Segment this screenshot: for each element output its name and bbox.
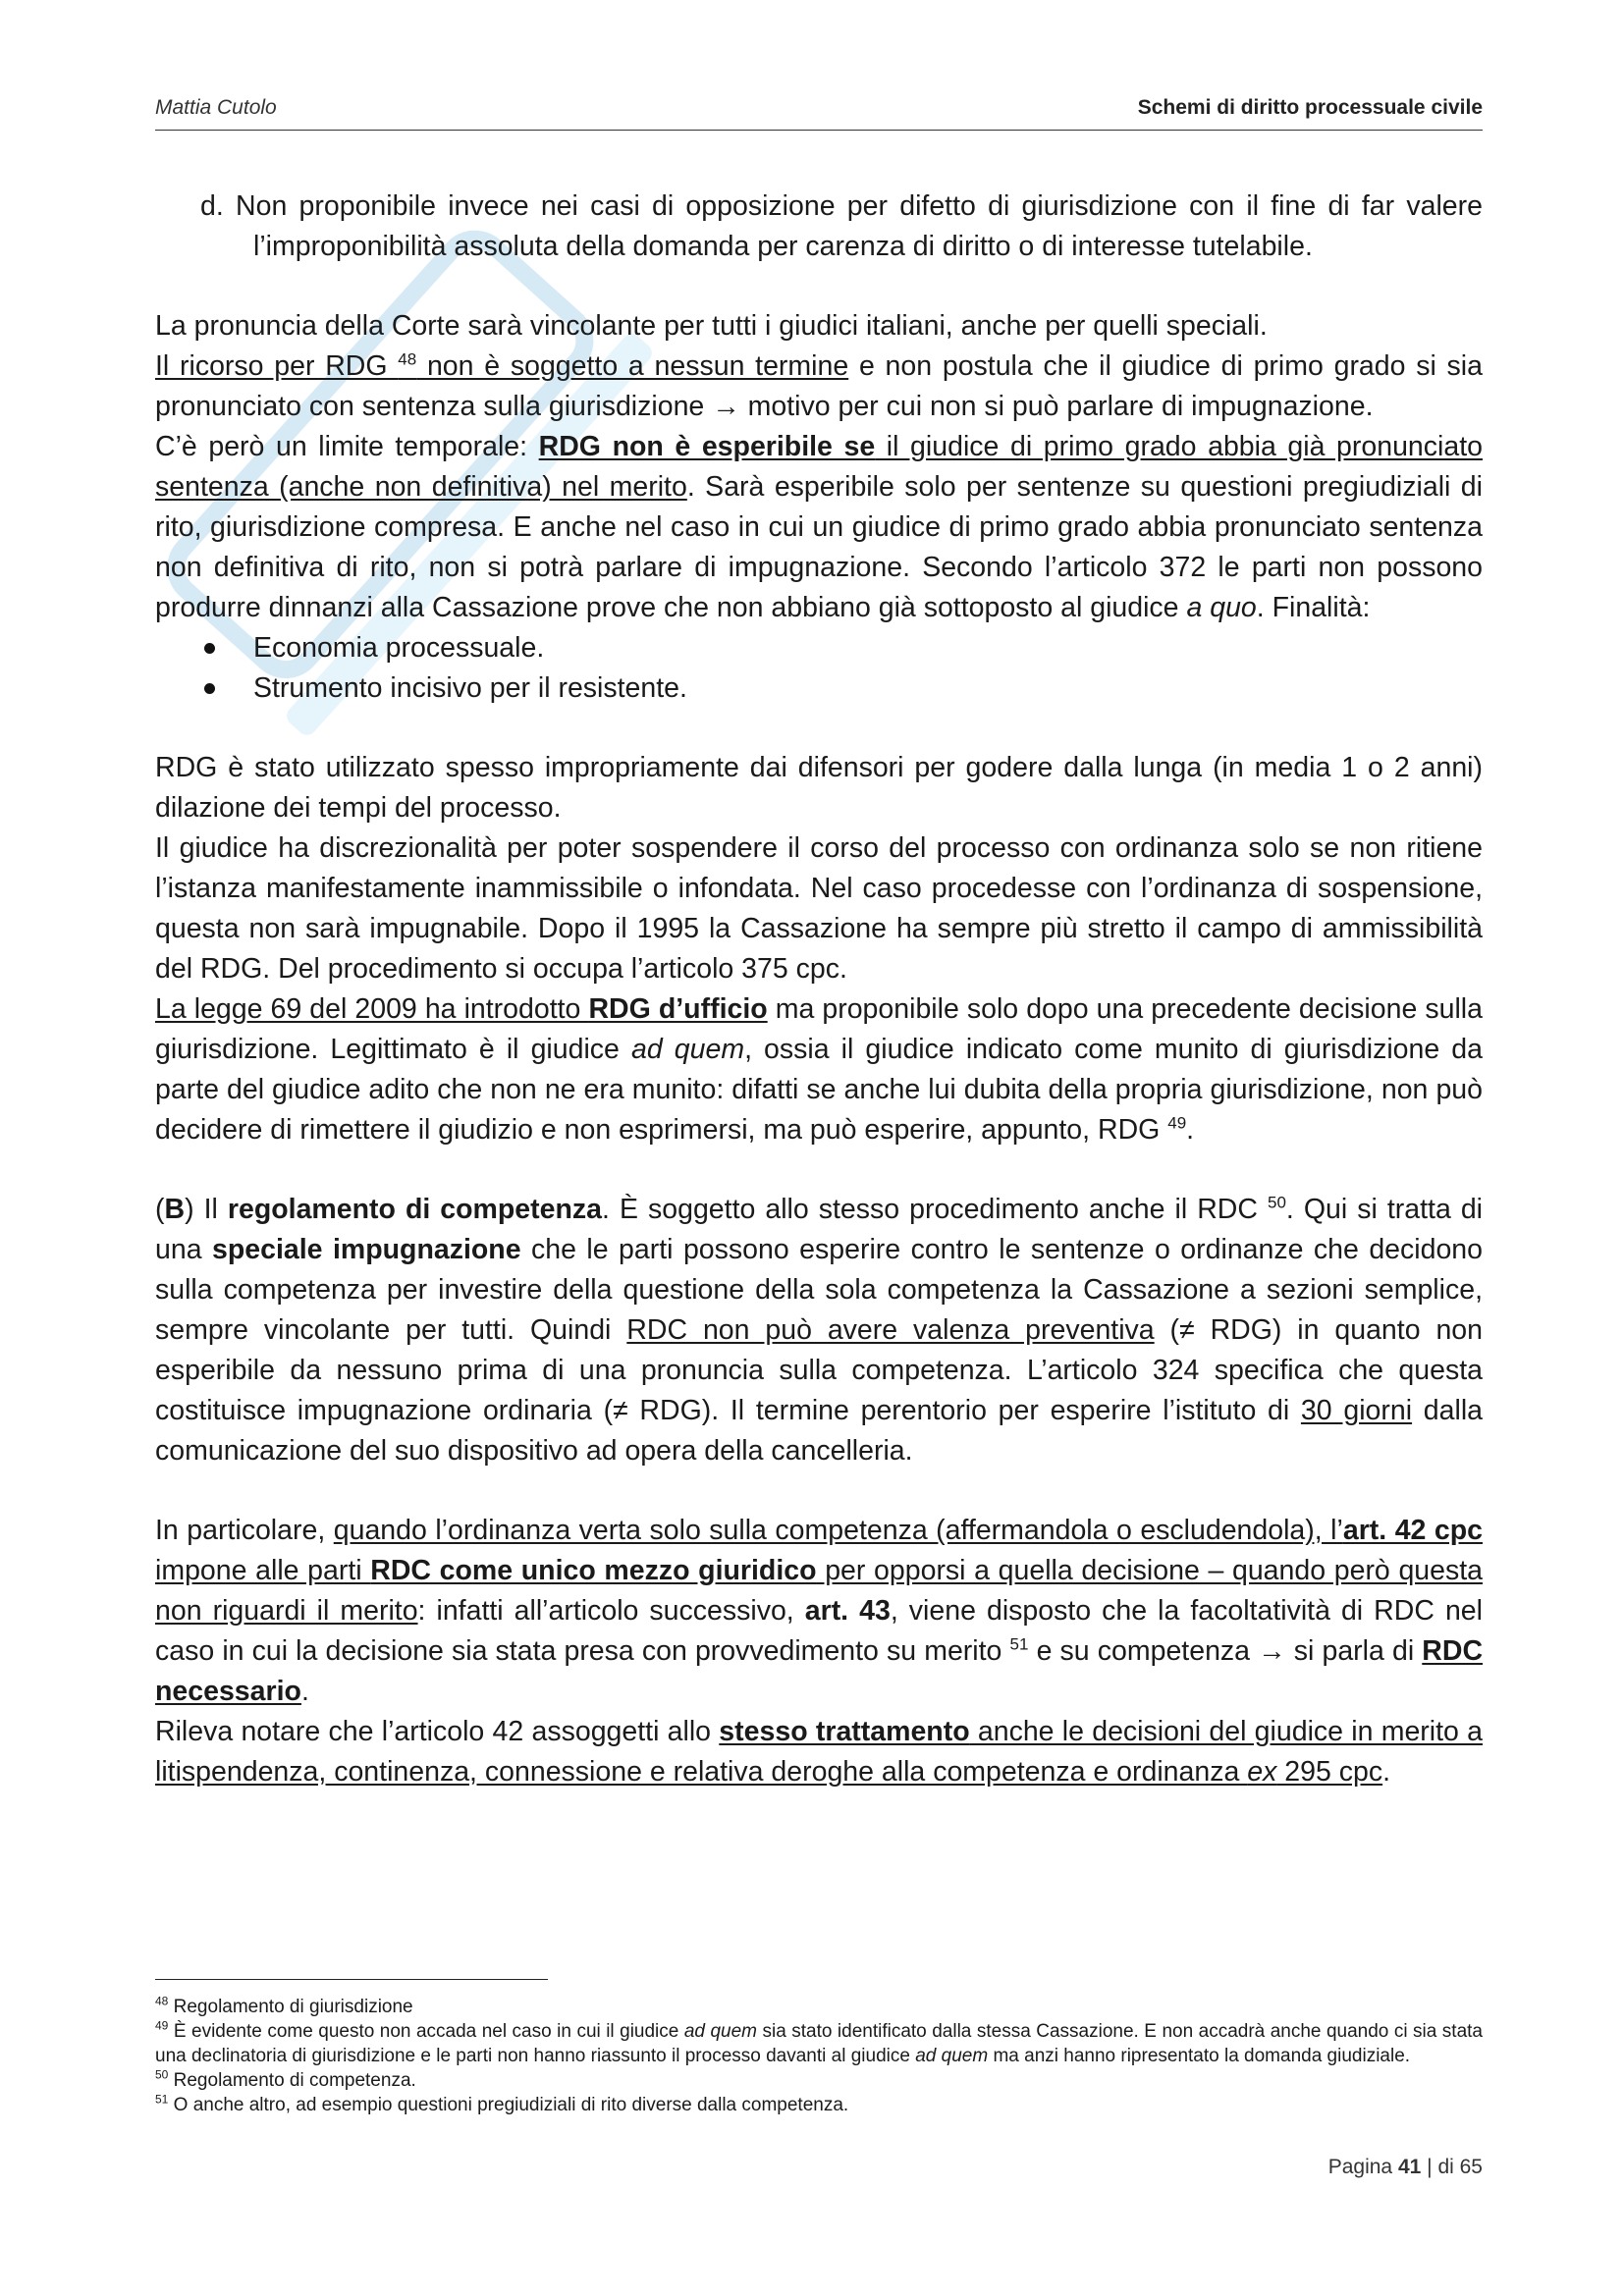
paragraph-2: Il ricorso per RDG $^{48}$ non è soggetto a nessun termine e non postula che il giudice di primo grado si sia pronunciato con sentenza sulla giurisdizione → motivo per cui non si può parlare di impugnazione. (155, 349, 1483, 422)
bullet-item: Economia processuale. (155, 628, 1483, 668)
paragraph-7: (B) Il regolamento di competenza. È soggetto allo stesso procedimento anche il RDC $^{50}$. Qui si tratta di una speciale impugnazione che le parti possono esperire contro le sentenze o ordinanze che decidono sulla competenza per investire della questione della sola competenza la Cassazione a sezioni semplice, sempre vincolante per tutti. Quindi RDC non può avere valenza preventiva (≠ RDG) in quanto non esperibile da nessuno prima di una pronuncia sulla competenza. L’articolo 324 specifica che questa costituisce impugnazione ordinaria (≠ RDG). Il termine perentorio per esperire l’istituto di 30 giorni dalla comunicazione del suo dispositivo ad opera della cancelleria. (155, 1193, 1484, 1467)
footnote-ref-50[interactable]: 50 (1268, 1193, 1286, 1212)
list-item-d: d. Non proponibile invece nei casi di opposizione per difetto di giurisdizione con il fine di far valere l’improponibilità assoluta della domanda per carenza di diritto o di interesse tutelabile. (200, 190, 1483, 262)
footnote-ref-49[interactable]: 49 (1167, 1113, 1187, 1133)
paragraph-1: La pronuncia della Corte sarà vincolante per tutti i giudici italiani, anche per quelli speciali. (155, 310, 1268, 342)
footnote-ref-48[interactable]: 48 (398, 349, 417, 369)
paragraph-6: La legge 69 del 2009 ha introdotto RDG d’ufficio ma proponibile solo dopo una precedente decisione sulla giurisdizione. Legittimato è il giudice ad quem, ossia il giudice indicato come munito di giurisdizione da parte del giudice adito che non ne era munito: difatti se anche lui dubita della propria giurisdizione, non può decidere di rimettere il giudizio e non esprimersi, ma può esperire, appunto, RDG $^{49}$. (155, 993, 1483, 1146)
footnote-49: $^{49}$ È evidente come questo non accada nel caso in cui il giudice ad quem sia stato identificato dalla stessa Cassazione. E non accadrà anche quando ci sia stata una declinatoria di giurisdizione e le parti non hanno riassunto il processo davanti al giudice ad quem ma anzi hanno ripresentato la domanda giudiziale. (155, 2018, 1483, 2066)
footnotes (155, 1995, 1483, 2117)
header-author: Mattia Cutolo (155, 96, 277, 119)
main-content (155, 187, 1483, 1792)
footnote-ref-51[interactable]: 51 (1009, 1634, 1029, 1654)
current-page: 41 (1397, 2156, 1422, 2178)
arrow-right-icon: → (1258, 1635, 1286, 1667)
arrow-right-icon: → (712, 391, 740, 422)
paragraph-3: C’è però un limite temporale: RDG non è esperibile se il giudice di primo grado abbia già pronunciato sentenza (anche non definitiva) nel merito. Sarà esperibile solo per sentenze su questioni pregiudiziali di rito, giurisdizione compresa. E anche nel caso in cui un giudice di primo grado abbia pronunciato sentenza non definitiva di rito, non si potrà parlare di impugnazione. Secondo l’articolo 372 le parti non possono produrre dinnanzi alla Cassazione prove che non abbiano già sottoposto al giudice a quo. Finalità: (155, 431, 1483, 623)
footnote-50: $^{50}$ Regolamento di competenza. (155, 2067, 416, 2091)
paragraph-8: In particolare, quando l’ordinanza verta solo sulla competenza (affermandola o escludendola), l’art. 42 cpc impone alle parti RDC come unico mezzo giuridico per opporsi a quella decisione – quando però questa non riguardi il merito: infatti all’articolo successivo, art. 43, viene disposto che la facoltatività di RDC nel caso in cui la decisione sia stata presa con provvedimento su merito $^{51}$ e su competenza → si parla di RDC necessario. (155, 1515, 1484, 1707)
paragraph-4: RDG è stato utilizzato spesso impropriamente dai difensori per godere dalla lunga (in media 1 o 2 anni) dilazione dei tempi del processo. (155, 752, 1483, 824)
page-number: Pagina 41 | di 65 (1327, 2156, 1483, 2178)
bullet-icon (204, 683, 215, 694)
page-header (155, 94, 1483, 131)
bullet-icon (204, 643, 215, 654)
footnote-51: $^{51}$ O anche altro, ad esempio questioni pregiudiziali di rito diverse dalla competenza. (155, 2092, 849, 2115)
paragraph-9: Rileva notare che l’articolo 42 assoggetti allo stesso trattamento anche le decisioni del giudice in merito a litispendenza, continenza, connessione e relativa deroghe alla competenza e ordinanza ex 295 cpc. (155, 1716, 1483, 1788)
footnote-48: $^{48}$ Regolamento di giurisdizione (155, 1994, 413, 2017)
header-title: Schemi di diritto processuale civile (1137, 96, 1483, 119)
paragraph-5: Il giudice ha discrezionalità per poter sospendere il corso del processo con ordinanza solo se non ritiene l’istanza manifestamente inammissibile o infondata. Nel caso procedesse con l’ordinanza di sospensione, questa non sarà impugnabile. Dopo il 1995 la Cassazione ha sempre più stretto il campo di ammissibilità del RDG. Del procedimento si occupa l’articolo 375 cpc. (155, 832, 1483, 985)
bullet-item: Strumento incisivo per il resistente. (155, 668, 1483, 709)
footnote-separator (155, 1979, 548, 1980)
